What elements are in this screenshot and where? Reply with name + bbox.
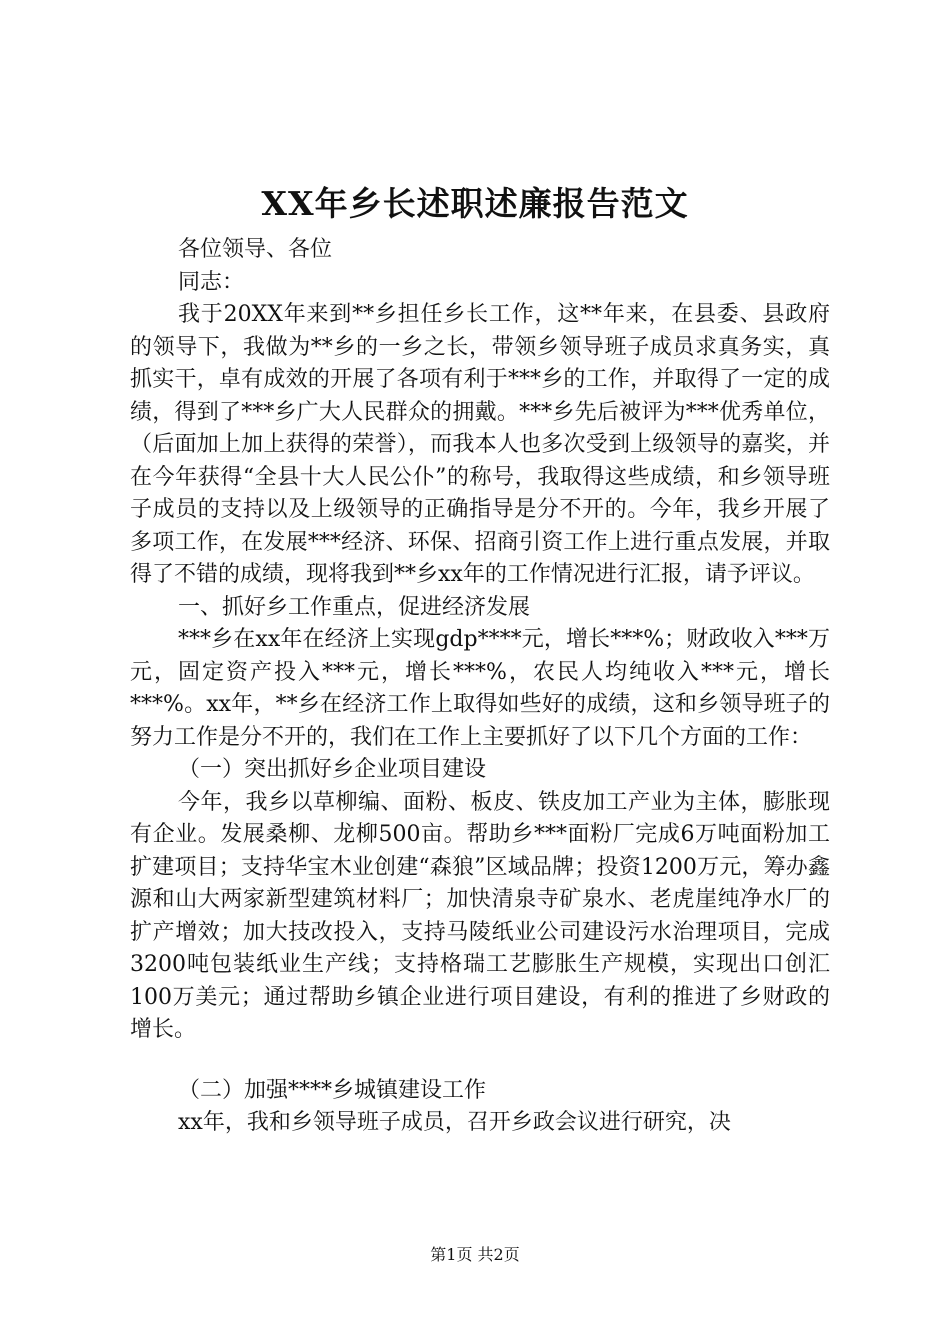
salutation-line-1: 各位领导、各位	[178, 237, 333, 262]
page-number-footer: 第1页 共2页	[430, 1245, 520, 1264]
salutation-line-2: 同志：	[178, 269, 245, 295]
subsection-heading-1: （一）突出抓好乡企业项目建设	[178, 757, 487, 782]
paragraph-intro: 我于20XX年来到**乡担任乡长工作，这**年来，在县委、县政府的领导下，我做为**乡的一乡之长，带领乡领导班子成员求真务实，真抓实干，卓有成效的开展了各项有利于***乡的工作，并取得了一定的成绩，得到了***乡广大人民群众的拥戴。***乡先后被评为***优秀单位，（后面加上加上获得的荣誉），而我本人也多次受到上级领导的嘉奖，并在今年获得“全县十大人民公仆”的称号，我取得这些成绩，和乡领导班子成员的支持以及上级领导的正确指导是分不开的。今年，我乡开展了多项工作，在发展***经济、环保、招商引资工作上进行重点发展，并取得了不错的成绩，现将我到**乡xx年的工作情况进行汇报，请予评议。	[130, 302, 830, 587]
document-title: XX年乡长述职述廉报告范文	[261, 184, 689, 223]
paragraph-economy: ***乡在xx年在经济上实现gdp****元，增长***%；财政收入***万元，固定资产投入***元，增长***%，农民人均纯收入***元，增长***%。xx年，**乡在经济工作上取得如些好的成绩，这和乡领导班子的努力工作是分不开的，我们在工作上主要抓好了以下几个方面的工作：	[130, 627, 830, 750]
paragraph-town-construction: xx年，我和乡领导班子成员，召开乡政会议进行研究，决	[178, 1110, 731, 1135]
paragraph-enterprise: 今年，我乡以草柳编、面粉、板皮、铁皮加工产业为主体，膨胀现有企业。发展桑柳、龙柳500亩。帮助乡***面粉厂完成6万吨面粉加工扩建项目；支持华宝木业创建“森狼”区域品牌；投资1200万元，筹办鑫源和山大两家新型建筑材料厂；加快清泉寺矿泉水、老虎崖纯净水厂的扩产增效；加大技改投入，支持马陵纸业公司建设污水治理项目，完成3200吨包装纸业生产线；支持格瑞工艺膨胀生产规模，实现出口创汇100万美元；通过帮助乡镇企业进行项目建设，有利的推进了乡财政的增长。	[130, 789, 830, 1042]
document-body	[130, 234, 830, 1140]
section-heading-1: 一、抓好乡工作重点，促进经济发展	[178, 594, 531, 620]
subsection-heading-2: （二）加强****乡城镇建设工作	[178, 1077, 487, 1103]
